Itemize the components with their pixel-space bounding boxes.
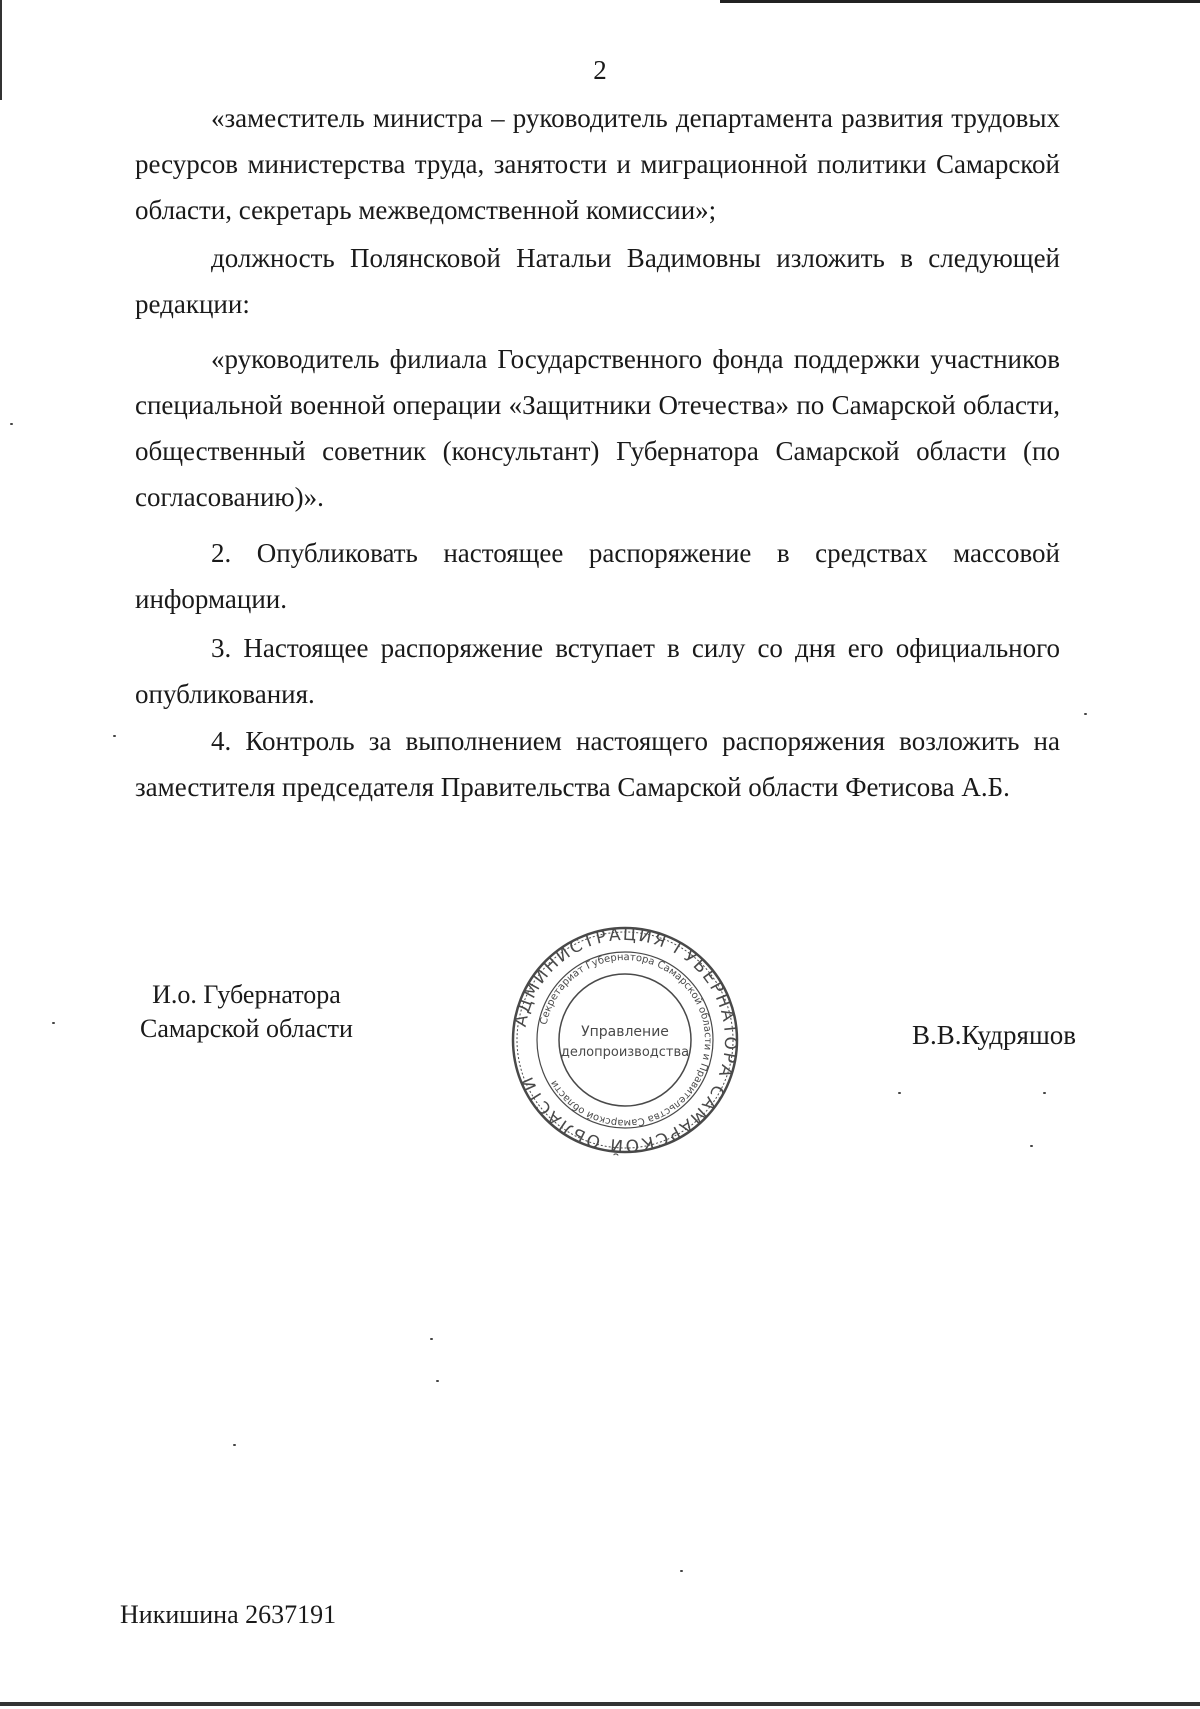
stamp-center-line-2: делопроизводства <box>560 1045 690 1060</box>
paragraph-3 <box>135 336 1060 520</box>
stamp-outer-text: АДМИНИСТРАЦИЯ ГУБЕРНАТОРА САМАРСКОЙ ОБЛАСТИ <box>510 924 741 1156</box>
paragraph-text: 2. Опубликовать настоящее распоряжение в средствах массовой информации. <box>135 538 1060 614</box>
stamp-inner-ring <box>559 974 691 1106</box>
paragraph-2 <box>135 235 1060 327</box>
signer-title-line-2: Самарской области <box>140 1014 353 1043</box>
scan-edge-top <box>720 0 1200 3</box>
executor-contact: Никишина 2637191 <box>120 1600 337 1629</box>
signer-title <box>140 978 353 1046</box>
signer-title-line-1: И.о. Губернатора <box>152 980 341 1009</box>
scan-edge-bottom <box>0 1702 1200 1706</box>
scan-speck <box>1030 1145 1033 1147</box>
stamp-inner-text: Секретариат Губернатора Самарской области и Правительства Самарской области <box>538 951 714 1129</box>
paragraph-4 <box>135 530 1060 622</box>
paragraph-6 <box>135 718 1060 810</box>
scan-speck <box>1043 1092 1046 1094</box>
scan-speck <box>898 1092 901 1094</box>
scan-speck <box>1084 713 1087 715</box>
paragraph-text: 3. Настоящее распоряжение вступает в силу со дня его официального опубликования. <box>135 633 1060 709</box>
scan-speck <box>10 423 13 425</box>
scan-speck <box>436 1380 439 1382</box>
paragraph-text: 4. Контроль за выполнением настоящего распоряжения возложить на заместителя председателя Правительства Самарской области Фетисова А.Б. <box>135 726 1060 802</box>
scan-speck <box>52 1022 55 1024</box>
scan-speck <box>680 1570 683 1572</box>
paragraph-5 <box>135 625 1060 717</box>
scan-speck <box>430 1338 433 1340</box>
paragraph-text: должность Полянсковой Натальи Вадимовны изложить в следующей редакции: <box>135 243 1060 319</box>
scan-speck <box>113 735 116 737</box>
paragraph-text: «руководитель филиала Государственного фонда поддержки участников специальной военной операции «Защитники Отечества» по Самарской области, общественный советник (консультант) Губернатора Самарской области (по согласованию)». <box>135 344 1060 512</box>
signer-name: В.В.Кудряшов <box>912 1020 1076 1050</box>
paragraph-1 <box>135 95 1060 233</box>
official-stamp <box>505 920 745 1160</box>
stamp-center-line-1: Управление <box>581 1024 669 1040</box>
page-number: 2 <box>593 55 607 85</box>
paragraph-text: «заместитель министра – руководитель департамента развития трудовых ресурсов министерства труда, занятости и миграционной политики Самарской области, секретарь межведомственной комиссии»; <box>135 103 1060 225</box>
scan-speck <box>233 1444 236 1446</box>
